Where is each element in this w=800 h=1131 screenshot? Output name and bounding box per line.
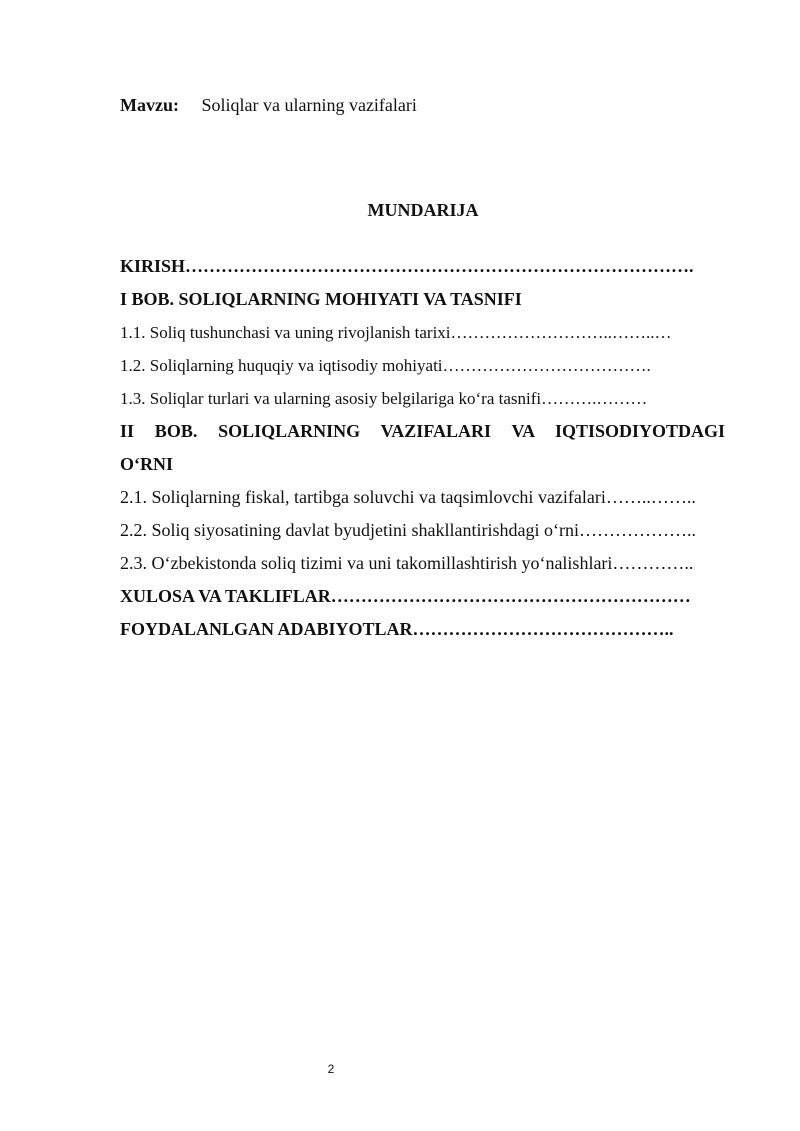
toc-section-2-2: 2.2. Soliq siyosatining davlat byudjetini shakllantirishdagi o‘rni……………….. — [120, 520, 696, 540]
page-number: 2 — [327, 1062, 335, 1076]
toc-section-1-2: 1.2. Soliqlarning huquqiy va iqtisodiy mohiyati………………………………. — [120, 356, 651, 375]
toc-chapter-2: II BOB. SOLIQLARNING VAZIFALARI VA IQTISODIYOTDAGI — [120, 421, 725, 441]
toc-section-2-1: 2.1. Soliqlarning fiskal, tartibga soluvchi va taqsimlovchi vazifalari……..…….. — [120, 487, 696, 507]
toc-entry-kirish: KIRISH…………………………………………………………………………. — [120, 256, 694, 276]
toc-section-1-1: 1.1. Soliq tushunchasi va uning rivojlanish tarixi………………………..……..… — [120, 323, 672, 342]
topic-value: Soliqlar va ularning vazifalari — [201, 95, 417, 115]
topic-line — [120, 95, 417, 116]
toc-section-2-3: 2.3. O‘zbekistonda soliq tizimi va uni takomillashtirish yo‘nalishlari………….. — [120, 553, 694, 573]
toc-chapter-1: I BOB. SOLIQLARNING MOHIYATI VA TASNIFI — [120, 289, 522, 309]
toc-entry-references: FOYDALANLGAN ADABIYOTLAR…………………………………….. — [120, 619, 674, 639]
toc-entry-conclusion: XULOSA VA TAKLIFLAR…………………………………………………… — [120, 586, 691, 606]
toc-chapter-2-continued: O‘RNI — [120, 454, 173, 474]
toc-title: MUNDARIJA — [367, 200, 479, 220]
topic-label: Mavzu: — [120, 95, 179, 115]
toc-section-1-3: 1.3. Soliqlar turlari va ularning asosiy belgilariga ko‘ra tasnifi……….……… — [120, 389, 648, 408]
table-of-contents — [120, 250, 725, 646]
